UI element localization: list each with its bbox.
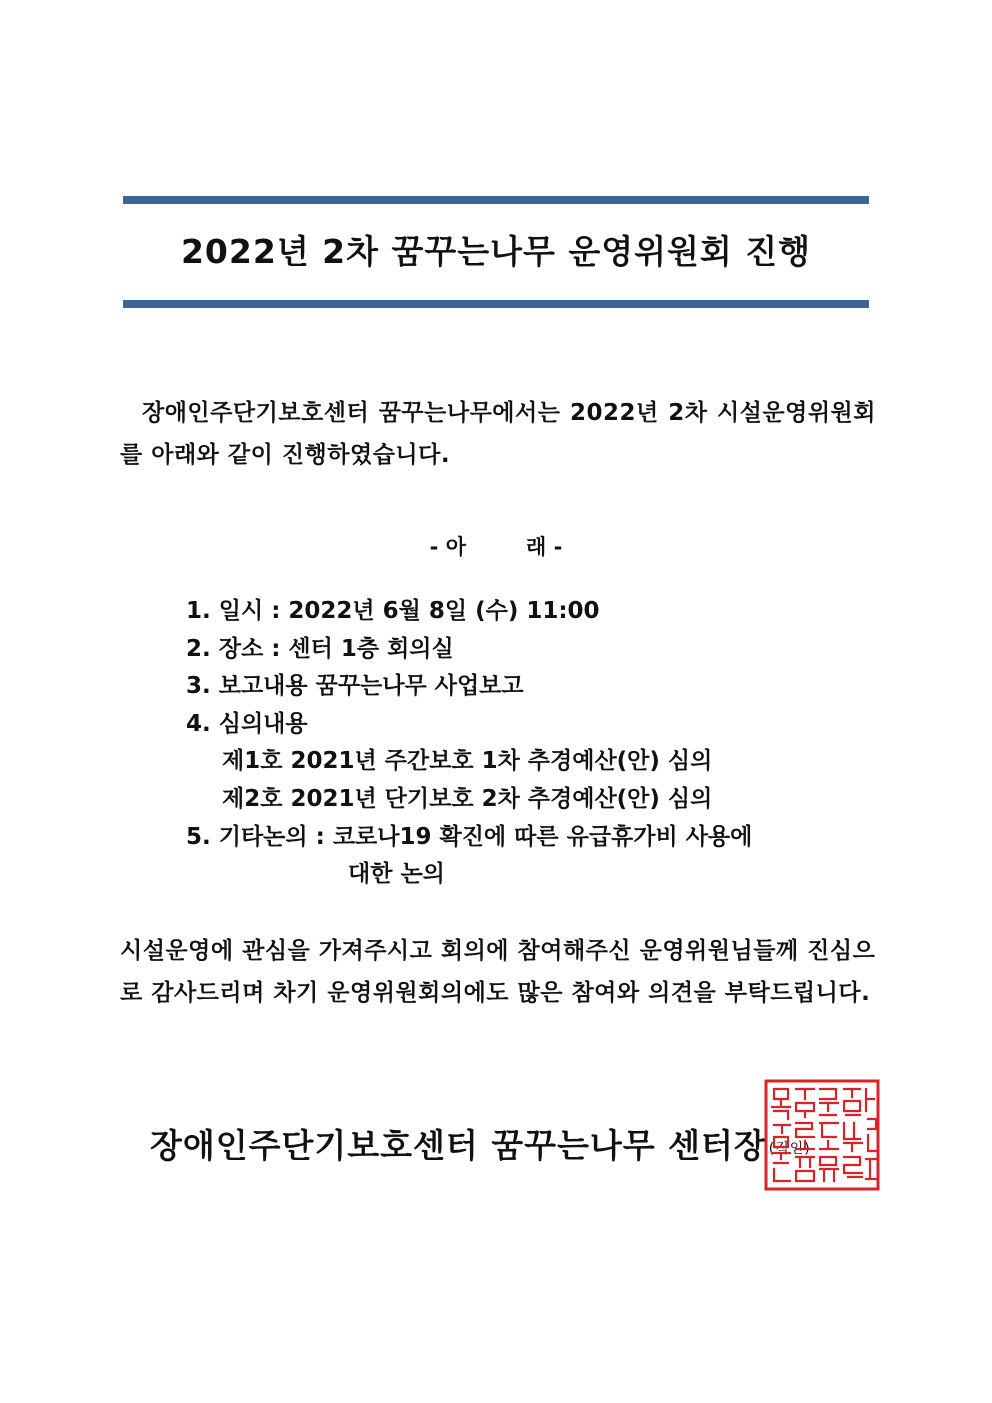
official-seal-icon [764,1079,880,1191]
list-item-date: 1. 일시 : 2022년 6월 8일 (수) 11:00 [186,598,600,624]
signature-text: 장애인주단기보호센터 꿈꾸는나무 센터장 [150,1126,767,1165]
list-subitem-2: 제2호 2021년 단기보호 2차 추경예산(안) 심의 [222,785,713,812]
list-item-deliberation: 4. 심의내용 [186,710,308,737]
intro-paragraph: 장애인주단기보호센터 꿈꾸는나무에서는 2022년 2차 시설운영위원회를 아래와 같이 진행하였습니다. [120,400,876,468]
list-item-report: 3. 보고내용 꿈꾸는나무 사업보고 [186,673,524,700]
closing-paragraph: 시설운영에 관심을 가져주시고 회의에 참여해주신 운영위원님들께 진심으로 감사드리며 차기 운영위원회의에도 많은 참여와 의견을 부탁드립니다. [120,938,876,1006]
title-bottom-rule [123,300,869,308]
title-top-rule [123,196,869,204]
agenda-list [186,593,886,894]
stamp-mark: (직인) [768,1140,811,1157]
notice-heading-left: - 아 [429,535,466,559]
list-item-place: 2. 장소 : 센터 1층 회의실 [186,635,454,662]
list-subitem-1: 제1호 2021년 주간보호 1차 추경예산(안) 심의 [222,748,713,775]
list-item-other: 5. 기타논의 : 코로나19 확진에 따른 유급휴가비 사용에 [186,823,753,850]
notice-heading-right: 래 - [526,535,563,559]
signature-line [150,1120,811,1167]
page-title: 2022년 2차 꿈꾸는나무 운영위원회 진행 [180,232,812,271]
notice-heading [0,531,992,561]
list-item-other-continued: 대한 논의 [348,861,445,888]
